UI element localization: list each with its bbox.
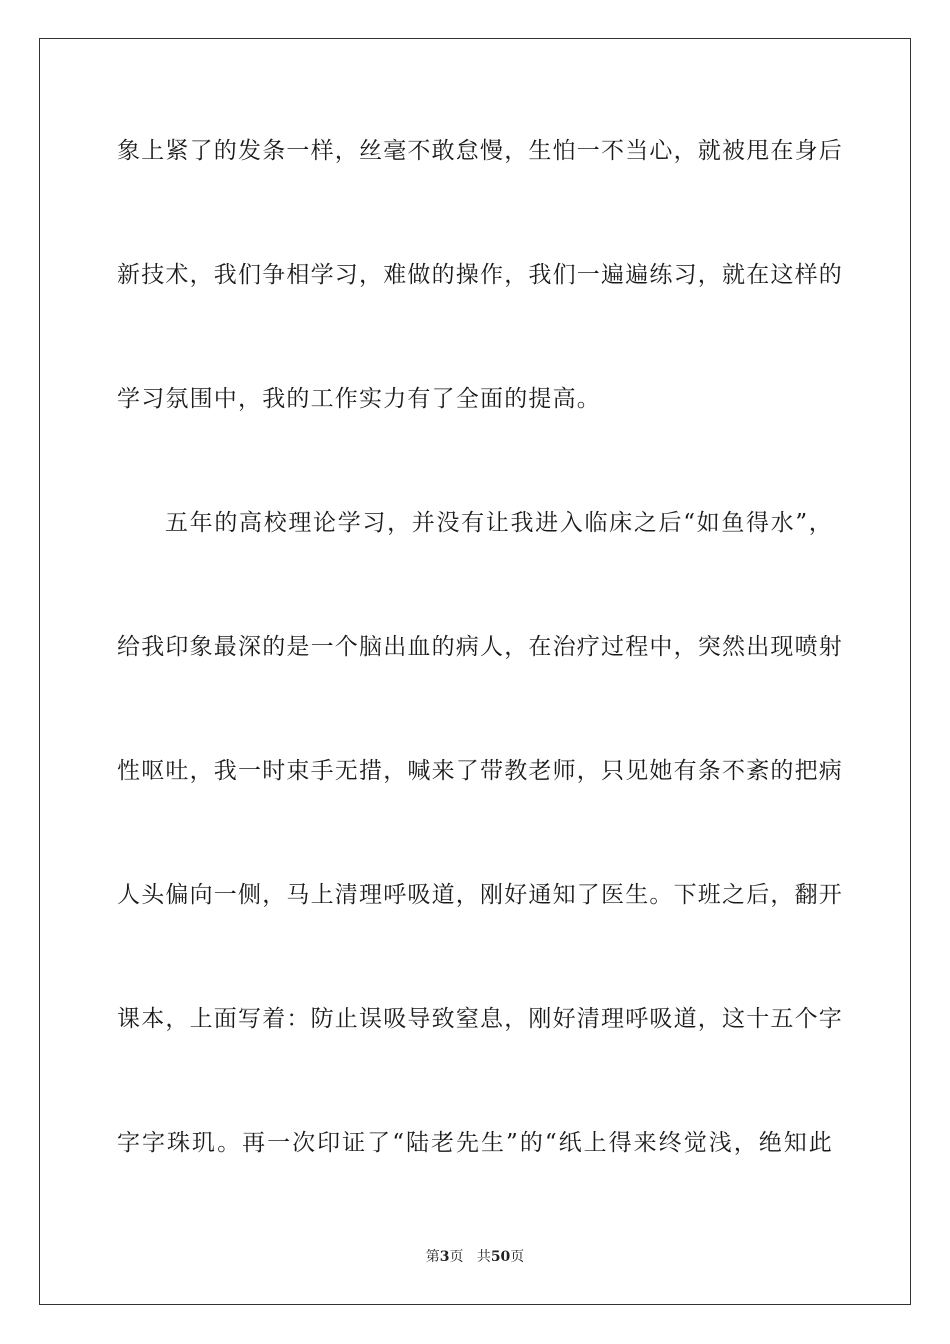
paragraph-line: 字字珠玑。再一次印证了“陆老先生”的“纸上得来终觉浅，绝知此 [117, 1130, 833, 1156]
total-pages-prefix: 共 [476, 1249, 491, 1265]
paragraph-line: 给我印象最深的是一个脑出血的病人，在治疗过程中，突然出现喷射 [117, 634, 843, 660]
page-number-prefix: 第 [425, 1249, 440, 1265]
paragraph-line: 人头偏向一侧，马上清理呼吸道，刚好通知了医生。下班之后，翻开 [117, 882, 843, 908]
total-pages-suffix: 页 [510, 1249, 525, 1265]
paragraph-line: 象上紧了的发条一样，丝毫不敢怠慢，生怕一不当心，就被甩在身后 [117, 138, 843, 164]
page-number-suffix: 页 [449, 1249, 464, 1265]
paragraph-line: 学习氛围中，我的工作实力有了全面的提高。 [117, 386, 601, 412]
paragraph-line: 五年的高校理论学习，并没有让我进入临床之后“如鱼得水”， [165, 510, 833, 536]
paragraph-line: 新技术，我们争相学习，难做的操作，我们一遍遍练习，就在这样的 [117, 262, 843, 288]
current-page-number: 3 [439, 1249, 450, 1265]
paragraph-line: 性呕吐，我一时束手无措，喊来了带教老师，只见她有条不紊的把病 [117, 758, 843, 784]
total-page-count: 50 [490, 1249, 511, 1265]
paragraph-line: 课本，上面写着：防止误吸导致窒息，刚好清理呼吸道，这十五个字 [117, 1006, 843, 1032]
page-footer [0, 1248, 950, 1266]
page-border [39, 38, 911, 1305]
